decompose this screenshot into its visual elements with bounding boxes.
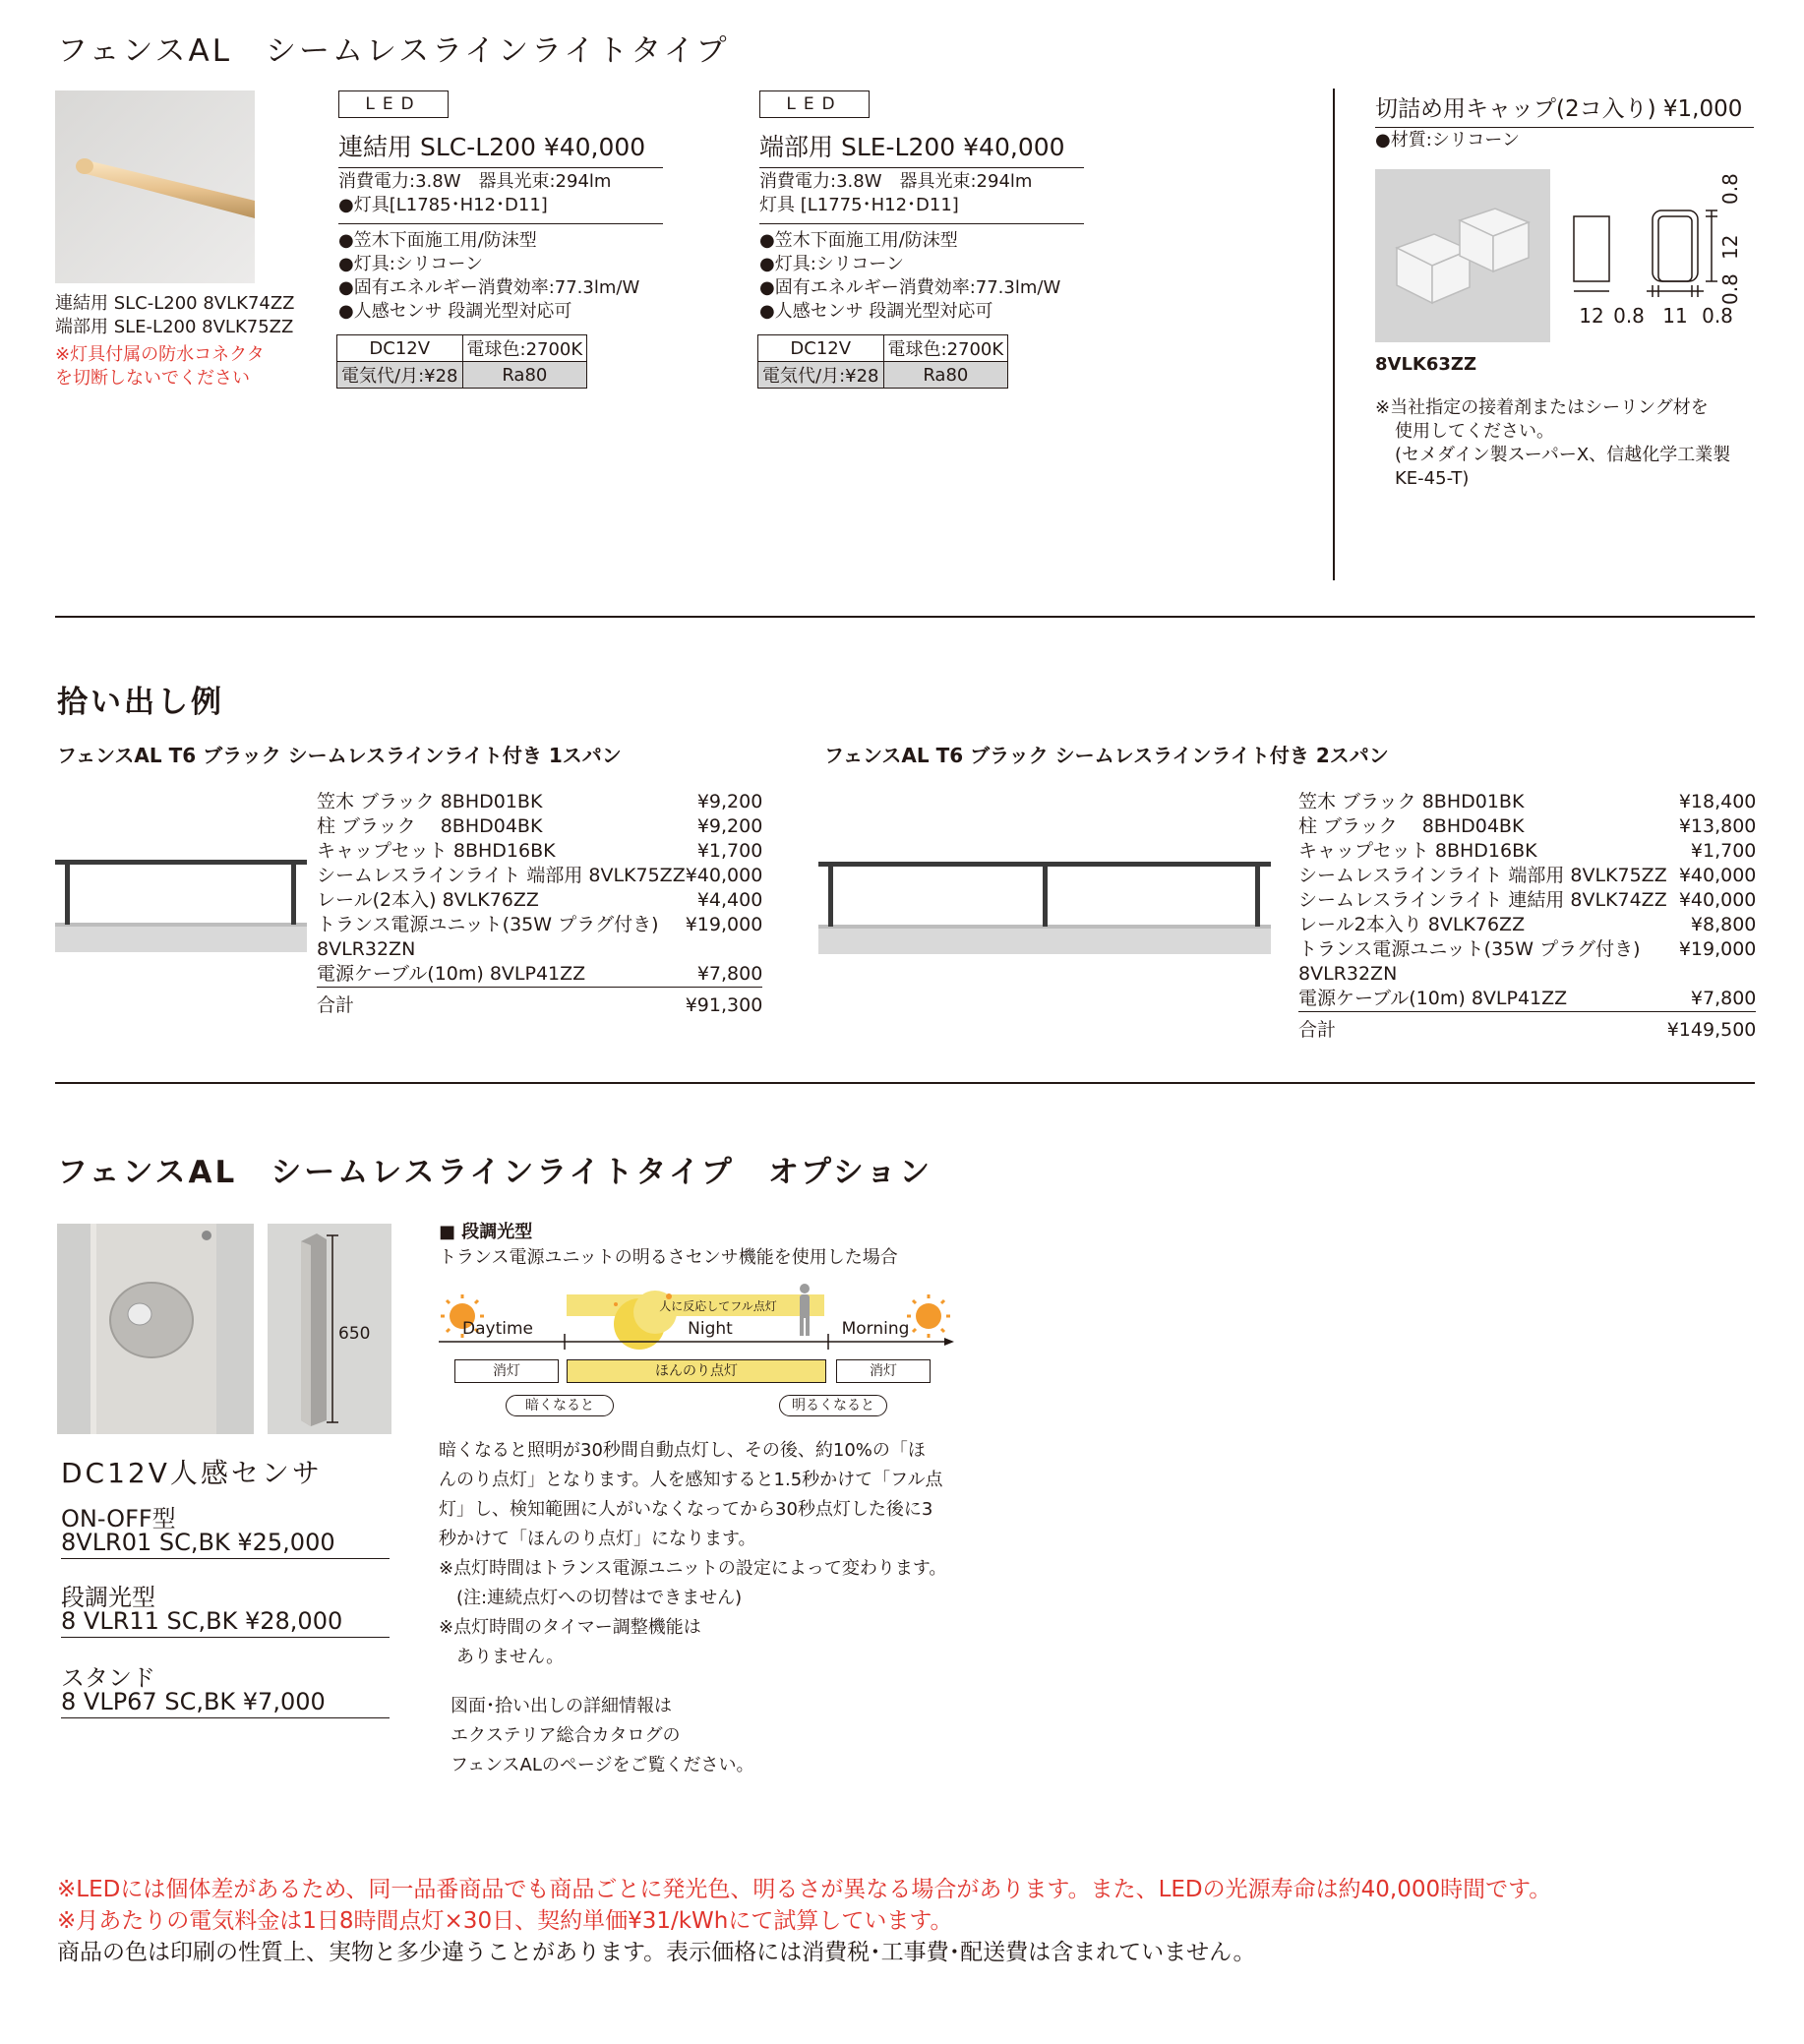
item-price: ¥40,000 (685, 865, 763, 886)
item-price (1667, 962, 1757, 987)
led-badge: LED (759, 90, 870, 118)
item-name: シームレスラインライト 端部用 8VLK75ZZ (317, 865, 686, 886)
item-price: ¥40,000 (1678, 889, 1757, 911)
sun-icon (907, 1294, 950, 1338)
product-feature: ●固有エネルギー消費効率:77.3lm/W (338, 277, 640, 298)
item-name: 笠木 ブラック 8BHD01BK (1298, 791, 1525, 812)
product-spec1: 消費電力:3.8W 器具光束:294lm (338, 171, 612, 192)
item-price (686, 937, 763, 962)
product-feature: ●笠木下面施工用/防沫型 (338, 230, 537, 251)
spec-table (757, 334, 1008, 389)
product-feature: ●灯具:シリコーン (338, 254, 484, 274)
dim-text: 12 (1718, 234, 1742, 260)
price-row (1298, 987, 1756, 1012)
description-line: 秒かけて「ほんのり点灯」になります。 (439, 1529, 756, 1549)
stand-dim: 650 (338, 1324, 371, 1344)
description-line: んのり点灯」となります。人を感知すると1.5秒かけて「フル点 (439, 1470, 943, 1490)
item-name: 8VLR32ZN (1298, 963, 1398, 985)
spec-color: 電球色:2700K (883, 335, 1008, 362)
diagram-subheading: トランス電源ユニットの明るさセンサ機能を使用した場合 (439, 1247, 898, 1268)
total-label: 合計 (1298, 1012, 1667, 1044)
item-price: ¥9,200 (696, 791, 763, 812)
price-row (1298, 864, 1756, 888)
price-row (317, 839, 762, 864)
item-price: ¥40,000 (1678, 865, 1757, 886)
item-name: シームレスラインライト 連結用 8VLK74ZZ (1298, 889, 1667, 911)
refer-line: エクステリア総合カタログの (451, 1725, 681, 1746)
fence-1span-illustration (55, 852, 307, 954)
caption-note2: を切断しないでください (55, 368, 250, 389)
cap-photo (1375, 169, 1550, 342)
price-row (1298, 937, 1756, 962)
total-value: ¥149,500 (1667, 1012, 1757, 1044)
product-title-sle: 端部用 SLE-L200 ¥40,000 (759, 128, 1084, 168)
section1-title: フェンスAL シームレスラインライトタイプ (57, 33, 730, 69)
caption-line1: 連結用 SLC-L200 8VLK74ZZ (55, 293, 295, 314)
price-row (317, 937, 762, 962)
cap-note: 使用してください。 (1395, 421, 1554, 442)
light-product-photo (55, 90, 255, 283)
spec-table (336, 334, 587, 389)
dim-text: 12 (1579, 304, 1604, 328)
total-label: 合計 (317, 988, 686, 1019)
spec-color: 電球色:2700K (462, 335, 587, 362)
item-price: ¥8,800 (1690, 914, 1757, 935)
note-line: ありません。 (439, 1647, 565, 1667)
dim-text: 11 (1662, 304, 1688, 328)
footer-note1: ※LEDには個体差があるため、同一品番商品でも商品ごとに発光色、明るさが異なる場合があります。また、LEDの光源寿命は約40,000時間です。 (57, 1877, 1552, 1902)
cap-dimension-drawing (1564, 169, 1756, 331)
note-line: (注:連続点灯への切替はできません) (439, 1588, 743, 1608)
price-row (317, 913, 762, 937)
option-name: スタンド (61, 1664, 155, 1692)
price-row (1298, 962, 1756, 987)
stand-photo (268, 1224, 391, 1434)
state-dim: ほんのり点灯 (567, 1359, 826, 1383)
product-feature: ●人感センサ 段調光型対応可 (338, 301, 572, 322)
note-line: ※点灯時間はトランス電源ユニットの設定によって変わります。 (439, 1558, 947, 1579)
price-row (1298, 790, 1756, 814)
item-name: キャップセット 8BHD16BK (1298, 840, 1537, 862)
price-row (317, 864, 762, 888)
item-price: ¥19,000 (685, 914, 763, 935)
item-name: トランス電源ユニット(35W プラグ付き) (317, 914, 659, 935)
item-name: 柱 ブラック 8BHD04BK (1298, 815, 1525, 837)
section-divider (55, 1082, 1755, 1084)
refer-line: 図面･拾い出しの詳細情報は (451, 1696, 672, 1716)
cap-note: ※当社指定の接着剤またはシーリング材を (1375, 397, 1709, 418)
full-on-label: 人に反応してフル点灯 (659, 1299, 777, 1313)
price-row (317, 814, 762, 839)
option-model: 8 VLP67 SC,BK ¥7,000 (61, 1688, 390, 1718)
item-price: ¥18,400 (1678, 791, 1757, 812)
product-spec2: ●灯具[L1785･H12･D11] (338, 193, 663, 224)
item-name: レール2本入り 8VLK76ZZ (1298, 914, 1526, 935)
price-row (1298, 888, 1756, 913)
sensor-photo (57, 1224, 254, 1434)
option-model: 8VLR01 SC,BK ¥25,000 (61, 1529, 390, 1559)
led-badge: LED (338, 90, 449, 118)
item-price: ¥7,800 (1690, 988, 1757, 1009)
item-price: ¥7,800 (696, 963, 763, 985)
item-name: シームレスラインライト 端部用 8VLK75ZZ (1298, 865, 1667, 886)
product-spec1: 消費電力:3.8W 器具光束:294lm (759, 171, 1033, 192)
total-value: ¥91,300 (686, 988, 763, 1019)
item-price: ¥13,800 (1678, 815, 1757, 837)
example-title-1span: フェンスAL T6 ブラック シームレスラインライト付き 1スパン (57, 744, 622, 767)
cap-model: 8VLK63ZZ (1375, 354, 1477, 375)
cap-note: KE-45-T) (1395, 468, 1470, 489)
state-off: 消灯 (454, 1359, 559, 1383)
dim-text: 0.8 (1718, 273, 1742, 305)
item-price: ¥4,400 (696, 889, 763, 911)
item-price: ¥1,700 (696, 840, 763, 862)
person-icon (800, 1284, 810, 1336)
product-title-slc: 連結用 SLC-L200 ¥40,000 (338, 128, 663, 168)
price-row (1298, 814, 1756, 839)
spec-ra: Ra80 (462, 362, 587, 389)
state-off: 消灯 (836, 1359, 931, 1383)
trigger-dark: 暗くなると (506, 1395, 614, 1416)
description-line: 灯」し、検知範囲に人がいなくなってから30秒点灯した後に3 (439, 1499, 933, 1520)
section-divider (55, 616, 1755, 618)
sensor-title: DC12V人感センサ (61, 1457, 323, 1489)
night-label: Night (688, 1319, 733, 1339)
daytime-label: Daytime (462, 1319, 533, 1339)
item-price: ¥1,700 (1690, 840, 1757, 862)
option-name: ON-OFF型 (61, 1505, 176, 1533)
item-price: ¥19,000 (1678, 938, 1757, 960)
spec-cost: 電気代/月:¥28 (758, 362, 884, 389)
product-feature: ●固有エネルギー消費効率:77.3lm/W (759, 277, 1061, 298)
dim-text: 0.8 (1613, 304, 1645, 328)
vertical-divider (1333, 89, 1335, 580)
product-spec2: 灯具 [L1775･H12･D11] (759, 193, 1084, 224)
cap-note: (セメダイン製スーパーX、信越化学工業製 (1395, 445, 1731, 465)
dim-text: 0.8 (1702, 304, 1733, 328)
price-row (317, 962, 762, 988)
option-model: 8 VLR11 SC,BK ¥28,000 (61, 1607, 390, 1638)
price-row (317, 790, 762, 814)
refer-line: フェンスALのページをご覧ください。 (451, 1755, 754, 1775)
item-name: 電源ケーブル(10m) 8VLP41ZZ (317, 963, 586, 985)
section3-title: フェンスAL シームレスラインライトタイプ オプション (57, 1155, 933, 1190)
item-name: キャップセット 8BHD16BK (317, 840, 556, 862)
spec-voltage: DC12V (337, 335, 463, 362)
cap-material: ●材質:シリコーン (1375, 130, 1521, 150)
item-name: トランス電源ユニット(35W プラグ付き) (1298, 938, 1641, 960)
item-name: 電源ケーブル(10m) 8VLP41ZZ (1298, 988, 1568, 1009)
spec-cost: 電気代/月:¥28 (337, 362, 463, 389)
option-name: 段調光型 (61, 1584, 155, 1611)
price-row (1298, 839, 1756, 864)
price-table-1span (317, 790, 762, 1018)
price-row (317, 888, 762, 913)
fence-2span-illustration (818, 854, 1271, 956)
product-feature: ●人感センサ 段調光型対応可 (759, 301, 993, 322)
example-title-2span: フェンスAL T6 ブラック シームレスラインライト付き 2スパン (824, 744, 1389, 767)
product-feature: ●灯具:シリコーン (759, 254, 905, 274)
morning-label: Morning (841, 1319, 910, 1339)
note-line: ※点灯時間のタイマー調整機能は (439, 1617, 701, 1638)
item-price: ¥9,200 (696, 815, 763, 837)
footer-note2: ※月あたりの電気料金は1日8時間点灯×30日、契約単価¥31/kWhにて試算しています。 (57, 1908, 953, 1934)
spec-ra: Ra80 (883, 362, 1008, 389)
price-row (1298, 913, 1756, 937)
dim-text: 0.8 (1718, 173, 1742, 205)
item-name: 8VLR32ZN (317, 938, 416, 960)
cap-title: 切詰め用キャップ(2コ入り) ¥1,000 (1375, 90, 1754, 128)
item-name: レール(2本入) 8VLK76ZZ (317, 889, 539, 911)
caption-note1: ※灯具付属の防水コネクタ (55, 344, 265, 365)
footer-note3: 商品の色は印刷の性質上、実物と多少違うことがあります。表示価格には消費税･工事費･配送費は含まれていません。 (57, 1940, 1256, 1965)
trigger-bright: 明るくなると (779, 1395, 887, 1416)
price-table-2span (1298, 790, 1756, 1043)
item-name: 柱 ブラック 8BHD04BK (317, 815, 543, 837)
section2-title: 拾い出し例 (57, 685, 224, 720)
description-line: 暗くなると照明が30秒間自動点灯し、その後、約10%の「ほ (439, 1440, 926, 1461)
item-name: 笠木 ブラック 8BHD01BK (317, 791, 543, 812)
product-feature: ●笠木下面施工用/防沫型 (759, 230, 958, 251)
diagram-heading: ■ 段調光型 (439, 1222, 533, 1242)
spec-voltage: DC12V (758, 335, 884, 362)
caption-line2: 端部用 SLE-L200 8VLK75ZZ (55, 317, 294, 337)
